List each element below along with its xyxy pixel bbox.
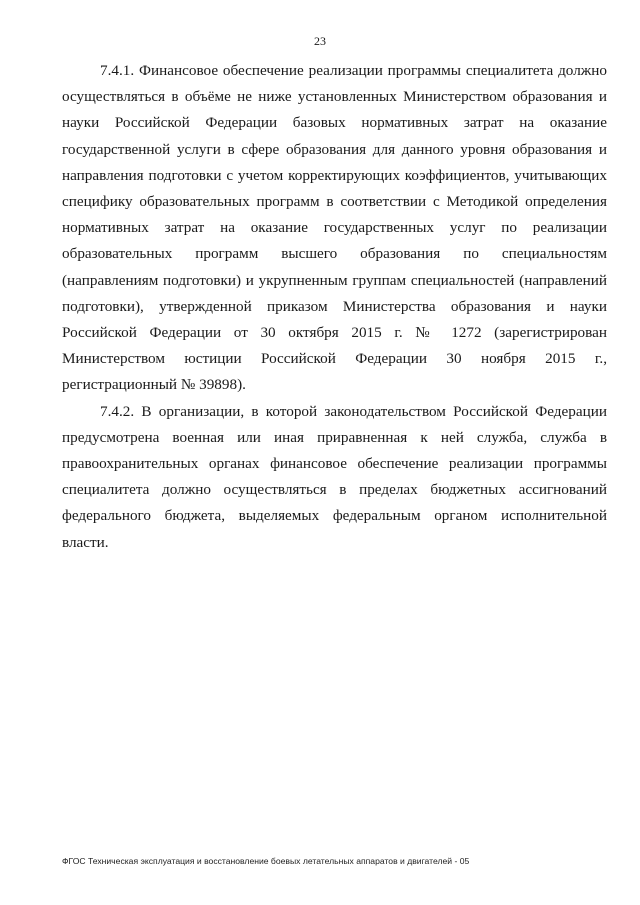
page-footer: ФГОС Техническая эксплуатация и восстановление боевых летательных аппаратов и двигателей - 05 <box>62 856 470 866</box>
page-number: 23 <box>314 34 326 48</box>
document-body <box>62 58 607 556</box>
paragraph-7-4-2: 7.4.2. В организации, в которой законодательством Российской Федерации предусмотрена военная или иная приравненная к ней служба, служба в правоохранительных органах финансовое обеспечение реализации программы специалитета должно осуществляться в пределах бюджетных ассигнований федерального бюджета, выделяемых федеральным органом исполнительной власти. <box>62 402 607 551</box>
paragraph-7-4-1: 7.4.1. Финансовое обеспечение реализации программы специалитета должно осуществляться в объёме не ниже установленных Министерством образования и науки Российской Федерации базовых нормативных затрат на оказание государственной услуги в сфере образования для данного уровня образования и направления подготовки с учетом корректирующих коэффициентов, учитывающих специфику образовательных программ в соответствии с Методикой определения нормативных затрат на оказание государственных услуг по реализации образовательных программ высшего образования по специальностям (направлениям подготовки) и укрупненным группам специальностей (направлений подготовки), утвержденной приказом Министерства образования и науки Российской Федерации от 30 октября 2015 г. № 1272 (зарегистрирован Министерством юстиции Российской Федерации 30 ноября 2015 г., регистрационный № 39898). <box>62 62 607 394</box>
